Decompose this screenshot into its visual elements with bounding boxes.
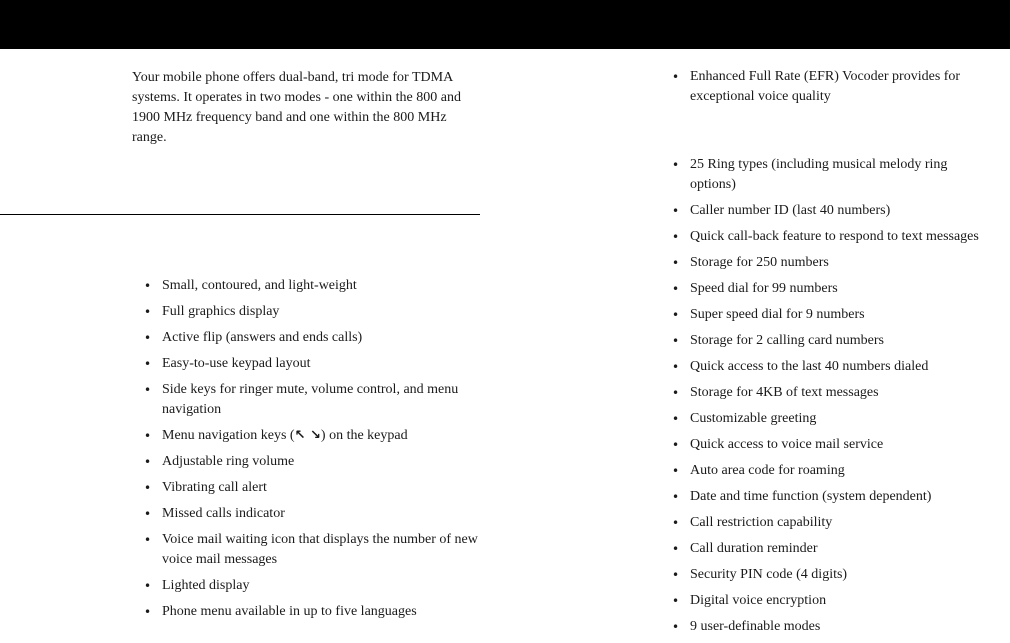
list-item: • Auto area code for roaming: [690, 461, 1010, 481]
feature-list-efr: [690, 67, 1008, 107]
list-item: • Easy-to-use keypad layout: [162, 354, 480, 374]
list-item: • Customizable greeting: [690, 409, 1010, 429]
list-item: • Date and time function (system dependent): [690, 487, 1010, 507]
list-item: • Lighted display: [162, 576, 480, 596]
list-item: • Voice mail waiting icon that displays the number of new voice mail messages: [162, 530, 480, 570]
feature-list-left: [162, 276, 480, 628]
list-item: • Storage for 250 numbers: [690, 253, 1010, 273]
list-item: • Small, contoured, and light-weight: [162, 276, 480, 296]
nav-arrow-icons: ↖ ↘: [294, 428, 321, 443]
feature-list-right: [690, 155, 1010, 643]
list-item: • Call restriction capability: [690, 513, 1010, 533]
list-item: • Super speed dial for 9 numbers: [690, 305, 1010, 325]
list-item: • Missed calls indicator: [162, 504, 480, 524]
list-item: • Caller number ID (last 40 numbers): [690, 201, 1010, 221]
list-item: • Quick access to the last 40 numbers dialed: [690, 357, 1010, 377]
section-divider: [0, 214, 480, 215]
list-item: • Phone menu available in up to five languages: [162, 602, 480, 622]
list-item: • Quick access to voice mail service: [690, 435, 1010, 455]
nav-keys-suffix: ) on the keypad: [320, 428, 408, 443]
list-item: • 25 Ring types (including musical melody ring options): [690, 155, 980, 195]
list-item: • Speed dial for 99 numbers: [690, 279, 1010, 299]
list-item: • Security PIN code (4 digits): [690, 565, 1010, 585]
list-item: • Storage for 4KB of text messages: [690, 383, 1010, 403]
list-item: • Quick call-back feature to respond to text messages: [690, 227, 1010, 247]
list-item: • Storage for 2 calling card numbers: [690, 331, 1010, 351]
list-item: • Active flip (answers and ends calls): [162, 328, 480, 348]
list-item: • Side keys for ringer mute, volume control, and menu navigation: [162, 380, 480, 420]
list-item: • Enhanced Full Rate (EFR) Vocoder provides for exceptional voice quality: [690, 67, 1008, 107]
nav-keys-prefix: Menu navigation keys (: [162, 428, 295, 443]
list-item: • Full graphics display: [162, 302, 480, 322]
list-item: • 9 user-definable modes: [690, 617, 1010, 637]
list-item: • Adjustable ring volume: [162, 452, 480, 472]
list-item: • Call duration reminder: [690, 539, 1010, 559]
list-item-nav-keys: [162, 426, 480, 446]
list-item: • Digital voice encryption: [690, 591, 1010, 611]
header-bar: [0, 0, 1010, 49]
list-item: • Vibrating call alert: [162, 478, 480, 498]
intro-paragraph: Your mobile phone offers dual-band, tri mode for TDMA systems. It operates in two modes - one within the 800 and 1900 MHz frequency band and one within the 800 MHz range.: [132, 70, 461, 145]
